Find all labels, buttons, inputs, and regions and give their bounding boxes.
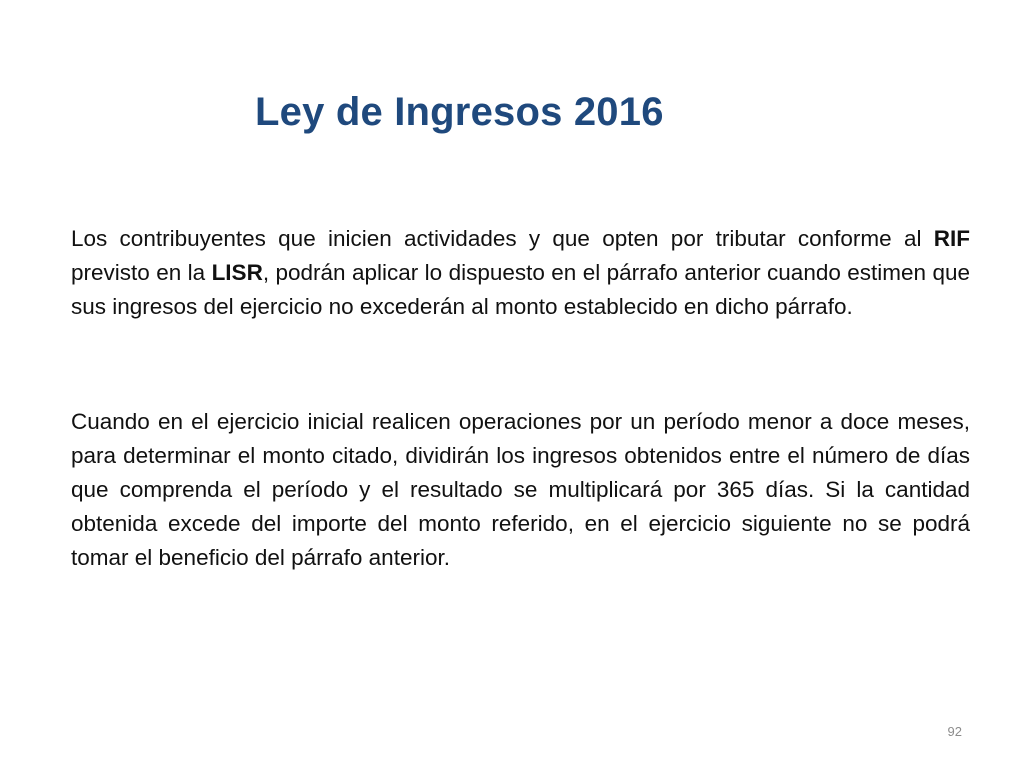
slide-title: Ley de Ingresos 2016: [255, 90, 664, 134]
lisr-term: LISR: [211, 260, 263, 285]
page-number: 92: [947, 724, 962, 739]
rif-term: RIF: [933, 226, 970, 251]
paragraph-1-text-a: Los contribuyentes que inicien actividades y que opten por tributar conforme al: [71, 226, 934, 251]
paragraph-1-text-c: , podrán aplicar lo dispuesto en el párrafo anterior cuando estimen que sus ingresos del ejercicio no excederán al monto establecido en dicho párrafo.: [71, 260, 971, 319]
paragraph-1-text-b: previsto en la: [71, 260, 212, 285]
paragraph-2: Cuando en el ejercicio inicial realicen operaciones por un período menor a doce meses, para determinar el monto citado, dividirán los ingresos obtenidos entre el número de días que comprenda el período y el resultado se multiplicará por 365 días. Si la cantidad obtenida excede del importe del monto referido, en el ejercicio siguiente no se podrá tomar el beneficio del párrafo anterior.: [71, 409, 970, 570]
paragraph-1: [71, 222, 970, 324]
